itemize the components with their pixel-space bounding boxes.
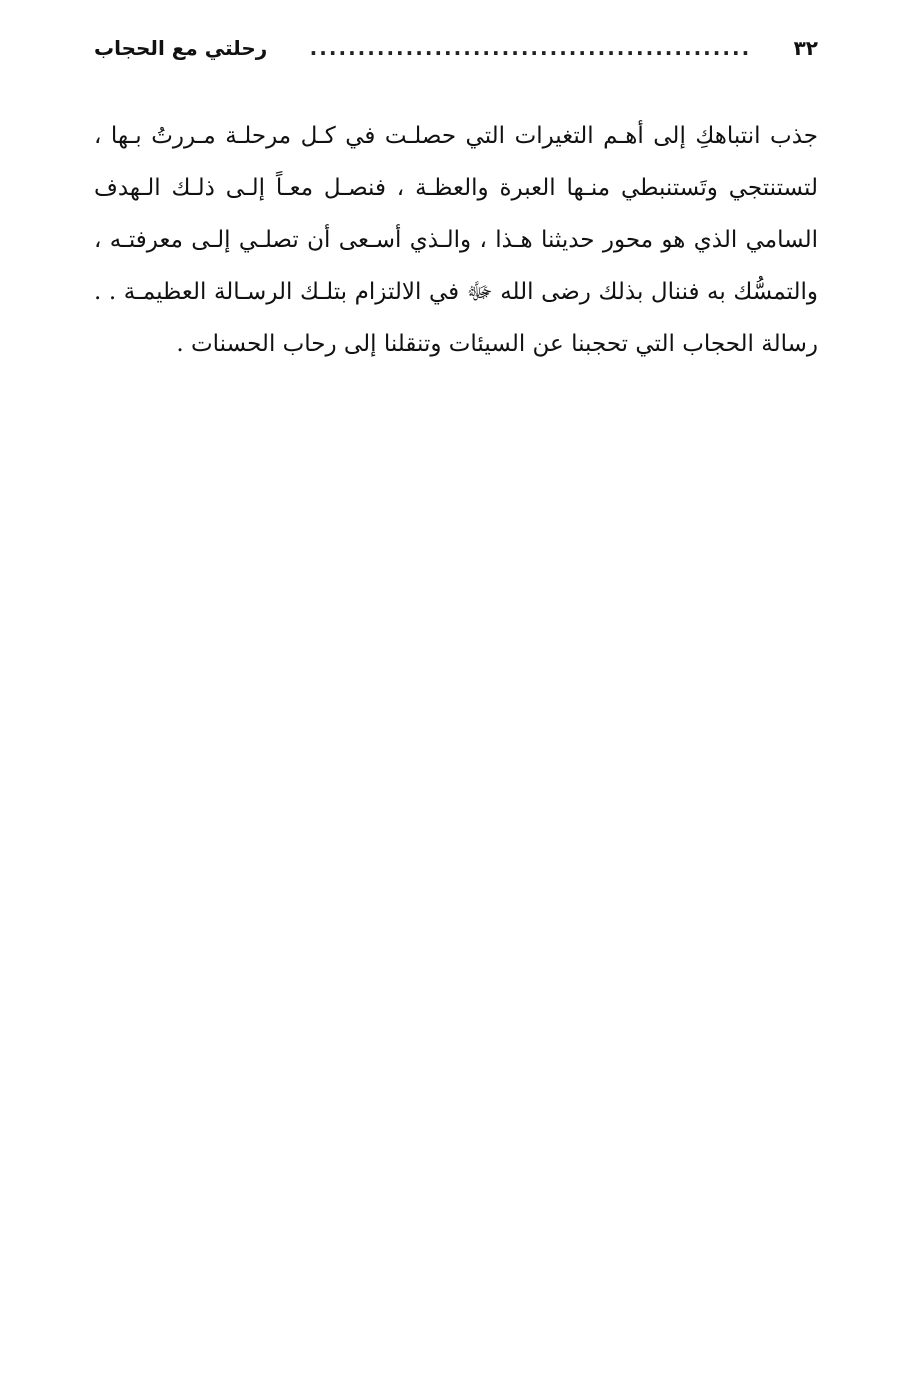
body-line: والتمسُّك به فننال بذلك رضى الله ﷻ في الالتزام بتلـك الرسـالة العظيمـة . . [94,279,818,305]
page-number: ٣٢ [793,36,818,60]
body-line: السامي الذي هو محور حديثنا هـذا ، والـذي أسـعى أن تصلـي إلـى معرفتـه ، [94,227,818,253]
running-title: رحلتي مع الحجاب [94,36,268,60]
body-line: لتستنتجي وتَستنبطي منـها العبرة والعظـة ، فنصـل معـاً إلـى ذلـك الـهدف [94,175,818,201]
body-paragraph [94,110,818,370]
running-header [94,30,818,66]
dot-leader: .............................................. [309,36,752,60]
body-line: جذب انتباهكِ إلى أهـم التغيرات التي حصلـت في كـل مرحلـة مـررتُ بـها ، [94,123,818,149]
body-line: رسالة الحجاب التي تحجبنا عن السيئات وتنقلنا إلى رحاب الحسنات . [176,331,818,357]
